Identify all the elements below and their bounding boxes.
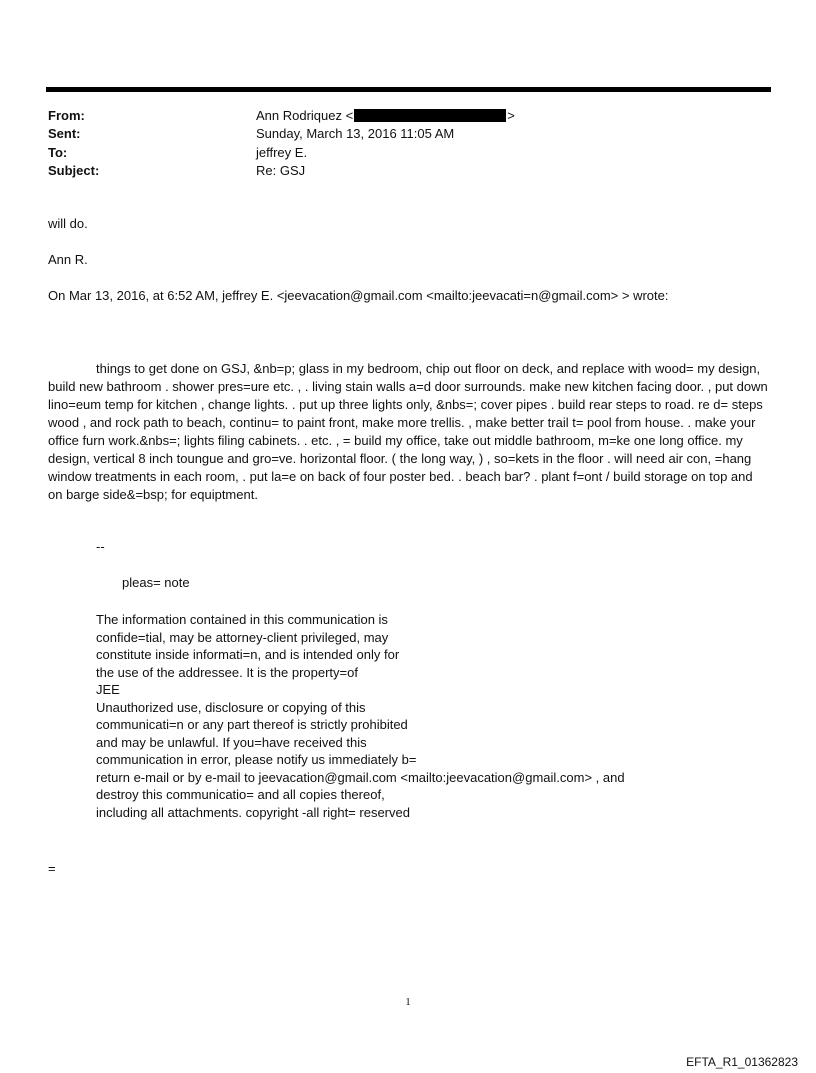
- disclaimer-line: including all attachments. copyright -all right= reserved: [96, 804, 410, 820]
- subject-label: Subject:: [48, 163, 100, 178]
- trailing-equals: =: [48, 861, 56, 876]
- disclaimer-line: communicati=n or any part thereof is strictly prohibited: [96, 717, 408, 732]
- quote-intro: On Mar 13, 2016, at 6:52 AM, jeffrey E. <jeevacation@gmail.com <mailto:jeevacati=n@gmail.com> > wrote:: [48, 288, 669, 303]
- disclaimer-line: return e-mail or by e-mail to jeevacation@gmail.com <mailto:jeevacation@gmail.com> , and: [96, 769, 625, 785]
- signature-note: pleas= note: [122, 575, 190, 590]
- subject-value: Re: GSJ: [256, 163, 306, 178]
- to-label: To:: [48, 145, 68, 160]
- sent-label: Sent:: [48, 126, 81, 141]
- disclaimer-line: The information contained in this communication is: [96, 612, 388, 627]
- disclaimer-line: confide=tial, may be attorney-client privileged, may: [96, 629, 389, 645]
- to-value: jeffrey E.: [256, 145, 308, 160]
- header-sent-row: [48, 125, 768, 143]
- from-close: >: [507, 108, 515, 123]
- disclaimer-line: JEE: [96, 682, 120, 697]
- bates-number: EFTA_R1_01362823: [686, 1055, 798, 1069]
- confidentiality-disclaimer: [96, 611, 625, 821]
- reply-text: will do.: [48, 216, 88, 231]
- quoted-message-body: things to get done on GSJ, &nb=p; glass in my bedroom, chip out floor on deck, and replace with wood= my design, build new bathroom . shower pres=ure etc. , . living stain walls a=d door surrounds. make new kitchen facing door. , put down lino=eum temp for kitchen , change lights. . put up three lights only, &nbs=; cover pipes . build rear steps to road. re d= steps wood , and rock path to beach, continu= to paint front, make more trellis. , make better trail t= pool from house. . make your office furn work.&nbs=; lights filing cabinets. . etc. , = build my office, take out middle bathroom, m=ke one long office. my design, vertical 8 inch toungue and gro=ve. horizontal floor. ( the long way, ) , so=kets in the floor . will need air con, =hang window treatments in each room, . put la=e on back of four poster bed. . beach bar? . plant f=ont / build storage on top and on barge side&=bsp; for equiptment.: [48, 361, 768, 502]
- from-name: Ann Rodriquez <: [256, 108, 354, 123]
- disclaimer-line: and may be unlawful. If you=have received this: [96, 734, 367, 750]
- header-to-row: [48, 144, 768, 162]
- signature-dashes: --: [96, 539, 105, 554]
- from-value: [256, 107, 515, 125]
- reply-signature: Ann R.: [48, 252, 88, 267]
- from-label: From:: [48, 108, 85, 123]
- header-rule: [46, 87, 771, 92]
- disclaimer-line: the use of the addressee. It is the property=of: [96, 664, 358, 680]
- header-from-row: [48, 107, 768, 125]
- disclaimer-line: constitute inside informati=n, and is intended only for: [96, 647, 400, 662]
- redaction-box: [354, 109, 506, 122]
- page-number: 1: [405, 996, 411, 1008]
- disclaimer-line: communication in error, please notify us immediately b=: [96, 752, 417, 767]
- disclaimer-line: destroy this communicatio= and all copies thereof,: [96, 787, 385, 802]
- sent-value: Sunday, March 13, 2016 11:05 AM: [256, 126, 455, 141]
- header-subject-row: [48, 162, 768, 180]
- disclaimer-line: Unauthorized use, disclosure or copying of this: [96, 699, 366, 715]
